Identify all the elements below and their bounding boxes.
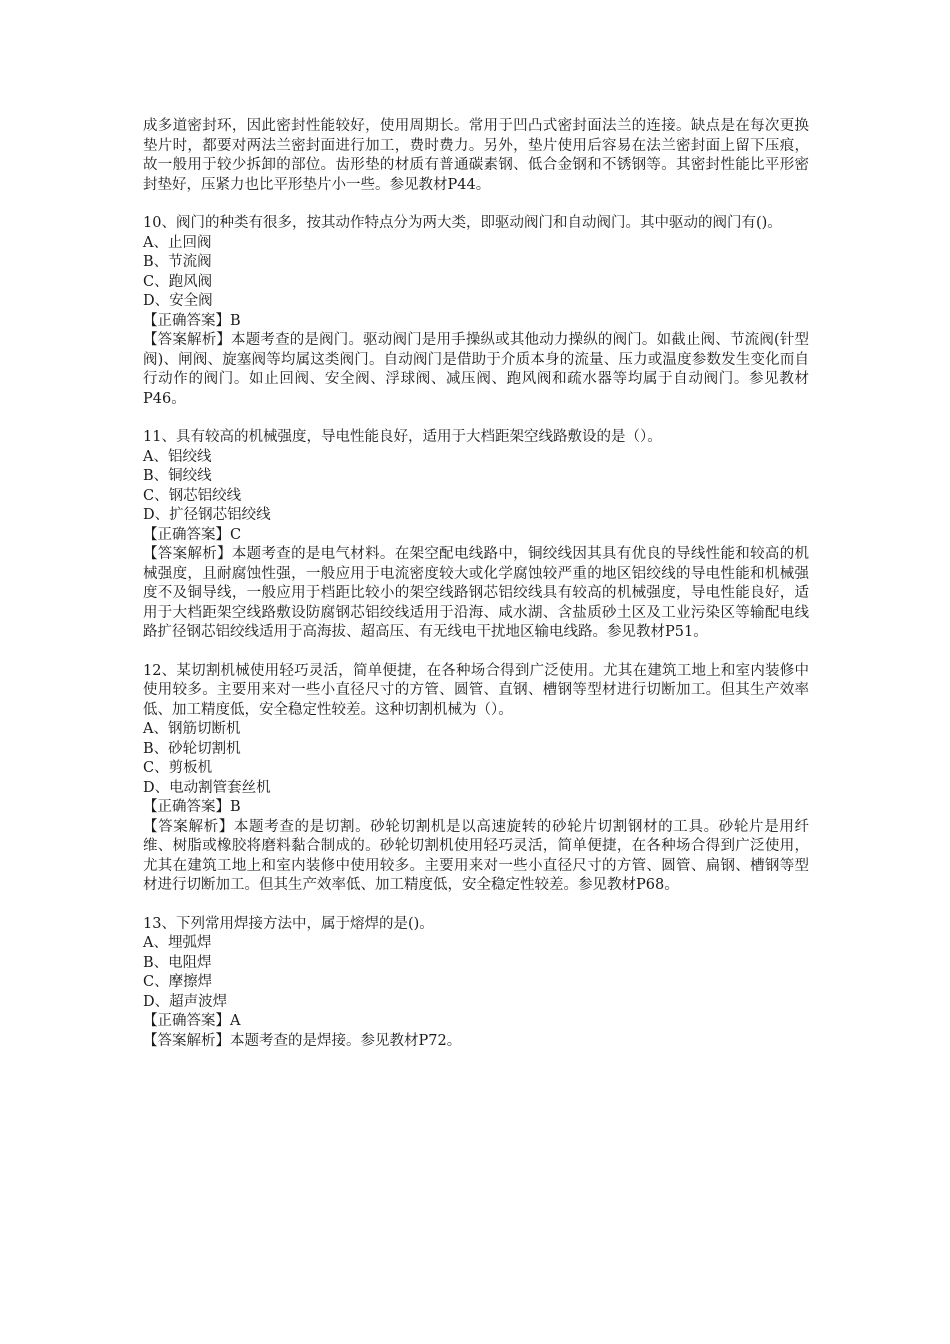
answer-analysis: 【答案解析】本题考查的是阀门。驱动阀门是用手操纵或其他动力操纵的阀门。如截止阀、节流阀(针型阀)、闸阀、旋塞阀等均属这类阀门。自动阀门是借助于介质本身的流量、压力或温度参数发生变化而自行动作的阀门。如止回阀、安全阀、浮球阀、减压阀、跑风阀和疏水器等均属于自动阀门。参见教材P46。 — [143, 332, 809, 407]
intro-paragraph: 成多道密封环，因此密封性能较好，使用周期长。常用于凹凸式密封面法兰的连接。缺点是在每次更换垫片时，都要对两法兰密封面进行加工，费时费力。另外，垫片使用后容易在法兰密封面上留下压痕，故一般用于较少拆卸的部位。齿形垫的材质有普通碳素钢、低合金钢和不锈钢等。其密封性能比平形密封垫好，压紧力也比平形垫片小一些。参见教材P44。 — [143, 118, 809, 193]
answer-analysis: 【答案解析】本题考查的是焊接。参见教材P72。 — [143, 1032, 462, 1049]
option-d: D、超声波焊 — [143, 993, 228, 1010]
option-b: B、电阻焊 — [143, 954, 212, 971]
option-a: A、铝绞线 — [143, 448, 212, 465]
document-page — [143, 117, 809, 1051]
question-10 — [143, 214, 809, 409]
answer-analysis: 【答案解析】本题考查的是切割。砂轮切割机是以高速旋转的砂轮片切割钢材的工具。砂轮片是用纤维、树脂或橡胶将磨料黏合制成的。砂轮切割机使用轻巧灵活，简单便捷，在各种场合得到广泛使用，尤其在建筑工地上和室内装修中使用较多。主要用来对一些小直径尺寸的方管、圆管、扁钢、槽钢等型材进行切断加工。但其生产效率低、加工精度低，安全稳定性较差。参见教材P68。 — [143, 818, 809, 893]
option-c: C、摩擦焊 — [143, 974, 213, 990]
correct-answer: 【正确答案】B — [143, 799, 241, 815]
option-c: C、剪板机 — [143, 760, 213, 776]
option-b: B、铜绞线 — [143, 468, 212, 484]
option-c: C、钢芯铝绞线 — [143, 487, 242, 504]
question-stem: 12、某切割机械使用轻巧灵活，简单便捷，在各种场合得到广泛使用。尤其在建筑工地上和室内装修中使用较多。主要用来对一些小直径尺寸的方管、圆管、直钢、槽钢等型材进行切断加工。但其生产效率低、加工精度低，安全稳定性较差。这种切割机械为（）。 — [143, 662, 809, 718]
option-b: B、节流阀 — [143, 254, 212, 270]
question-11 — [143, 428, 809, 643]
option-b: B、砂轮切割机 — [143, 740, 241, 757]
option-d: D、扩径钢芯铝绞线 — [143, 507, 271, 523]
correct-answer: 【正确答案】A — [143, 1013, 241, 1029]
question-stem: 10、阀门的种类有很多，按其动作特点分为两大类，即驱动阀门和自动阀门。其中驱动的阀门有()。 — [143, 215, 782, 231]
question-13 — [143, 915, 809, 1052]
option-d: D、电动割管套丝机 — [143, 779, 271, 796]
question-stem: 11、具有较高的机械强度，导电性能良好，适用于大档距架空线路敷设的是（）。 — [143, 429, 662, 445]
option-c: C、跑风阀 — [143, 273, 213, 290]
correct-answer: 【正确答案】B — [143, 312, 241, 329]
option-d: D、安全阀 — [143, 293, 213, 309]
question-stem: 13、下列常用焊接方法中，属于熔焊的是()。 — [143, 915, 434, 932]
option-a: A、止回阀 — [143, 234, 212, 251]
option-a: A、埋弧焊 — [143, 935, 212, 951]
correct-answer: 【正确答案】C — [143, 526, 242, 543]
option-a: A、钢筋切断机 — [143, 721, 241, 737]
answer-analysis: 【答案解析】本题考查的是电气材料。在架空配电线路中，铜绞线因其具有优良的导线性能和较高的机械强度，且耐腐蚀性强，一般应用于电流密度较大或化学腐蚀较严重的地区铝绞线的导电性能和机械强度不及铜导线，一般应用于档距比较小的架空线路钢芯铝绞线具有较高的机械强度，导电性能良好，适用于大档距架空线路敷设防腐钢芯铝绞线适用于沿海、咸水湖、含盐质砂土区及工业污染区等输配电线路扩径钢芯铝绞线适用于高海拔、超高压、有无线电干扰地区输电线路。参见教材P51。 — [143, 546, 809, 640]
question-12 — [143, 662, 809, 896]
